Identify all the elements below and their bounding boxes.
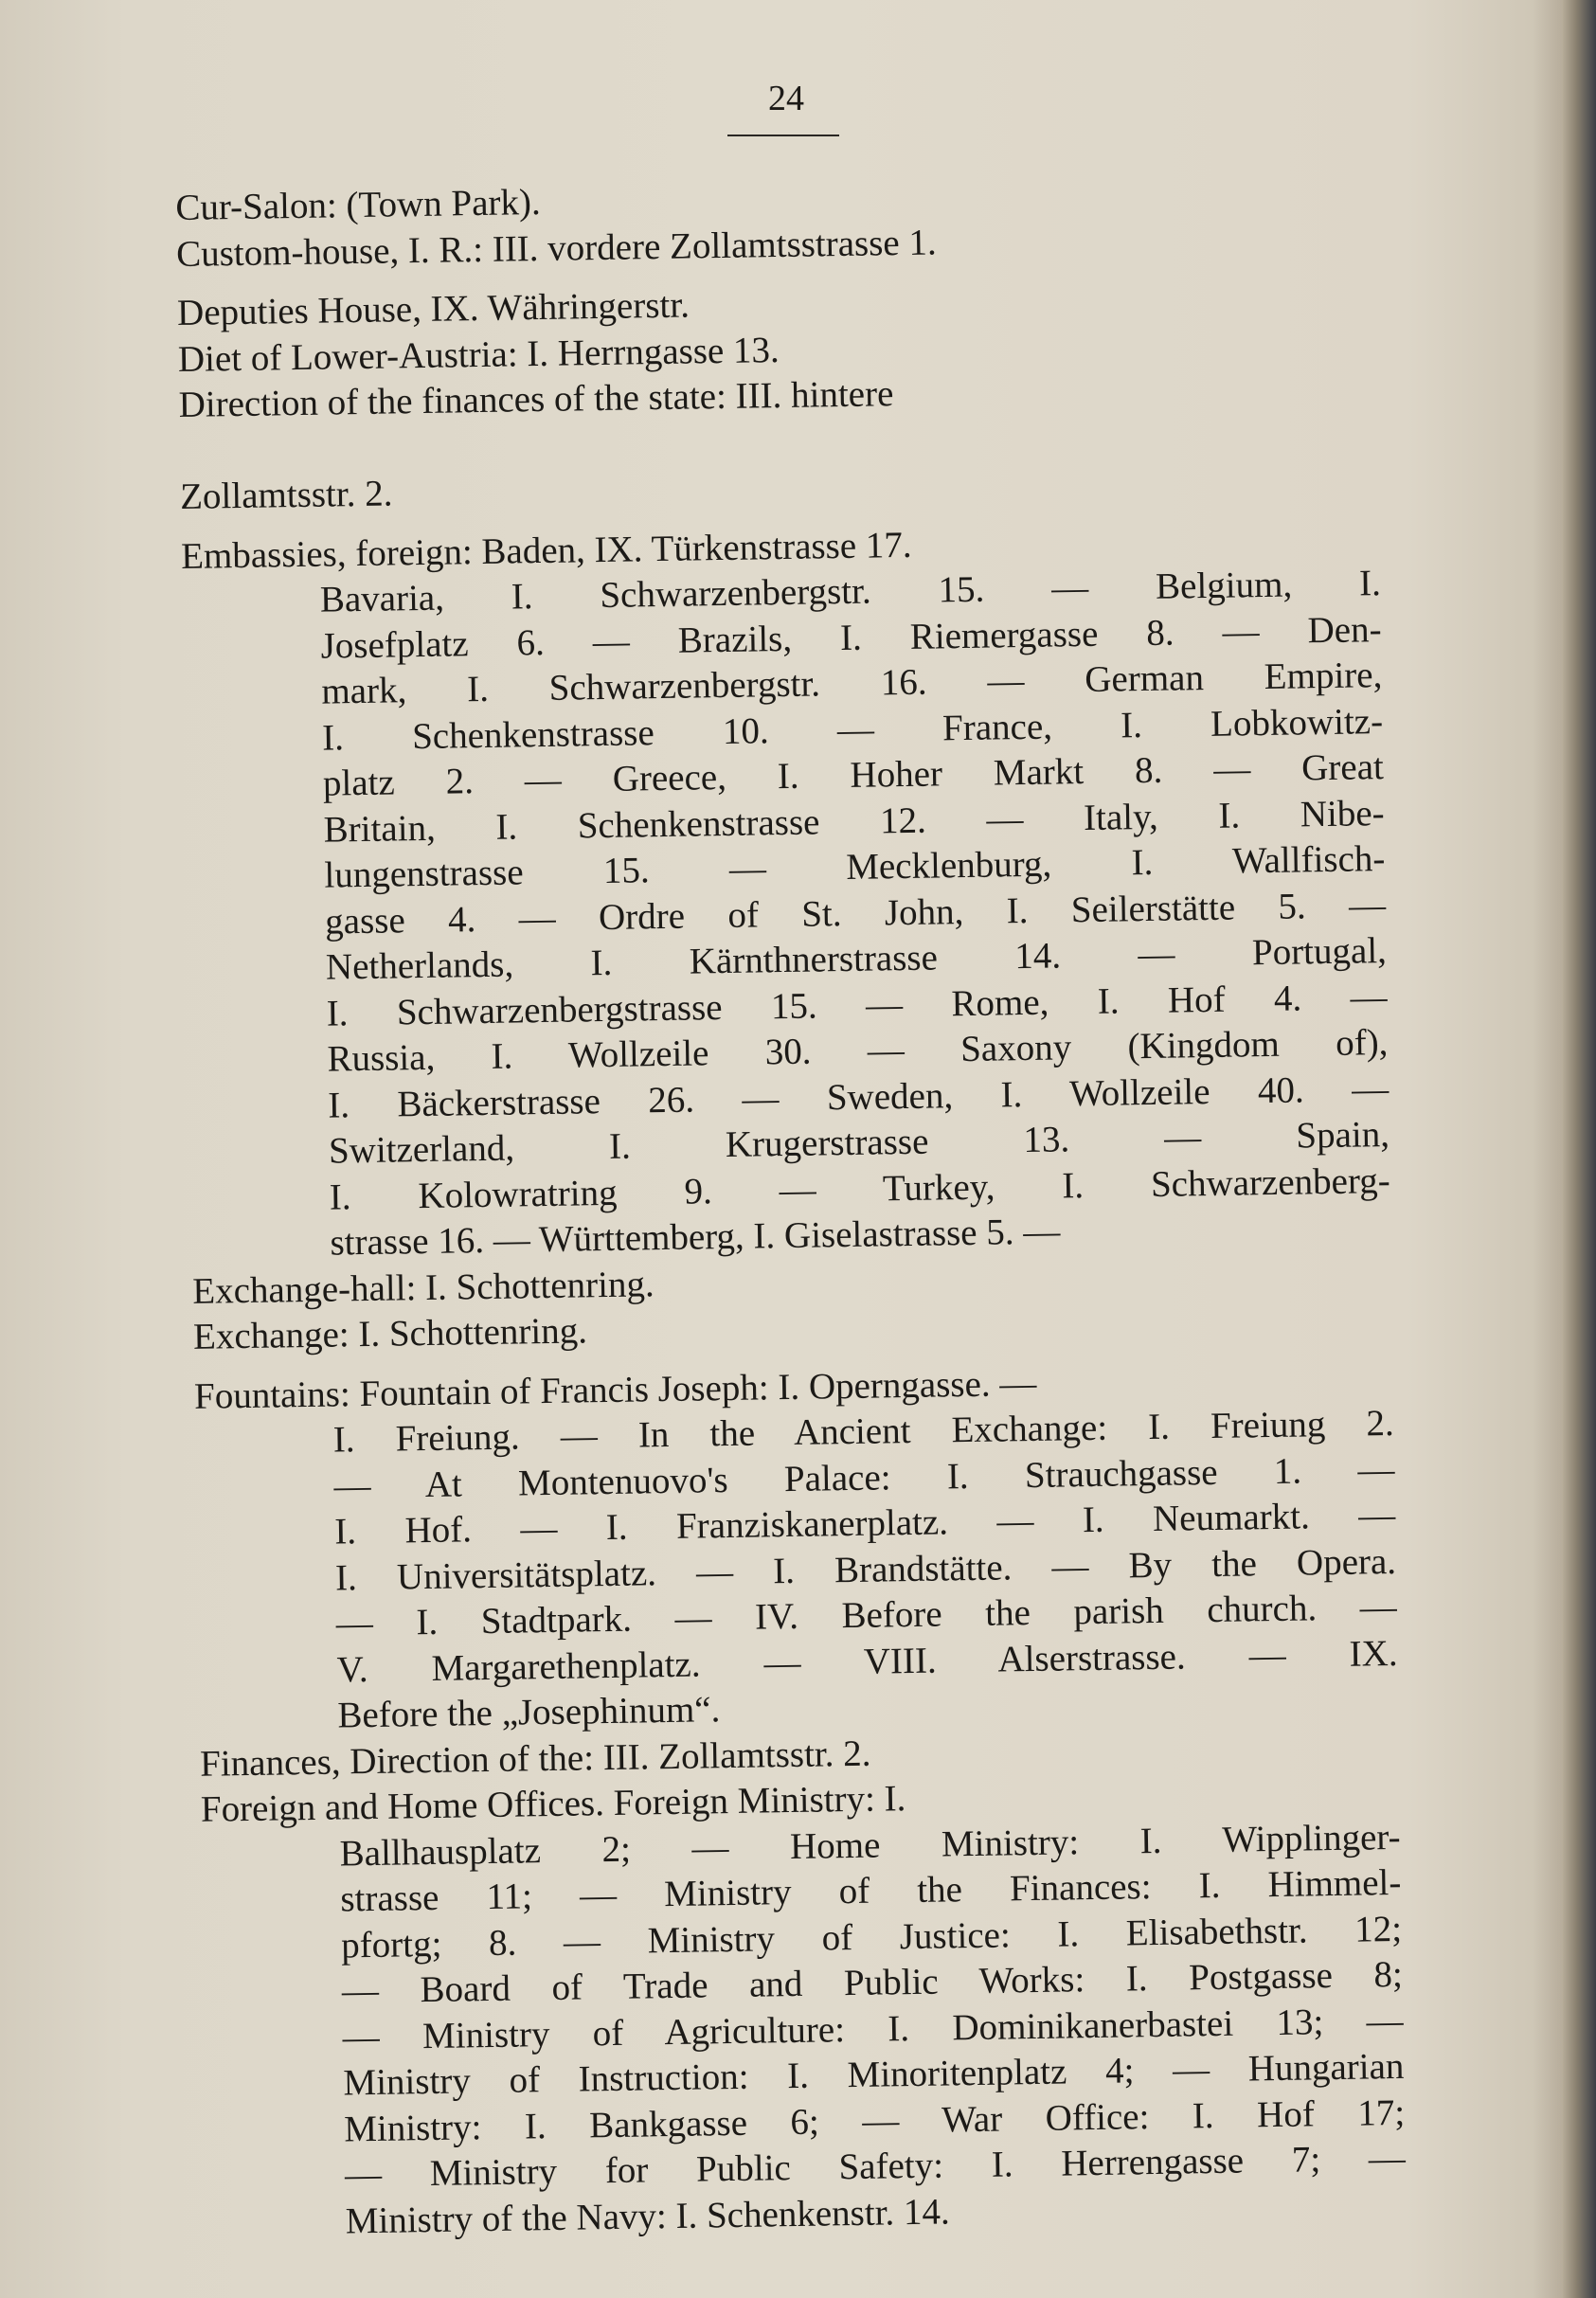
entry-line: Custom-house, I. R.: III. vordere Zollamtsstrasse 1.: [175, 221, 937, 275]
entry-line: I. Kolowratring 9. — Turkey, I. Schwarzenberg-: [329, 1159, 1390, 1218]
entry-line: pfortg; 8. — Ministry of Justice: I. Elisabethstr. 12;: [340, 1908, 1403, 1966]
page-fold-shadow: [1533, 0, 1563, 2298]
page-edge: [1563, 0, 1596, 2298]
entry-line: Exchange-hall: I. Schottenring.: [191, 1263, 655, 1312]
entry-line: I. Bäckerstrasse 26. — Sweden, I. Wollzeile 40. —: [327, 1068, 1390, 1126]
entry-direction-finances: [178, 364, 1411, 521]
entry-line: Ministry of the Navy: I. Schenkenstr. 14.: [345, 2190, 951, 2241]
entry-foreign-home-offices: [201, 1768, 1439, 2246]
entry-line: — At Montenuovo's Palace: I. Strauchgasse 1. —: [333, 1448, 1395, 1507]
entry-embassies: [181, 514, 1424, 1268]
entry-line: Britain, I. Schenkenstrasse 12. — Italy, I. Nibe-: [323, 792, 1385, 851]
entry-line: Ministry of Instruction: I. Minoritenplatz 4; — Hungarian: [343, 2045, 1405, 2104]
entry-line: Cur-Salon: (Town Park).: [175, 181, 542, 228]
entry-line: mark, I. Schwarzenbergstr. 16. — German Empire,: [321, 655, 1383, 712]
entry-line: — Board of Trade and Public Works: I. Postgasse 8;: [341, 1953, 1404, 2012]
entry-line: Foreign and Home Offices. Foreign Ministry: I.: [200, 1778, 906, 1830]
entry-line: — Ministry for Public Safety: I. Herrengasse 7; —: [344, 2137, 1407, 2196]
entry-line: Diet of Lower-Austria: I. Herrngasse 13.: [177, 329, 780, 380]
entry-line: Before the „Josephinum“.: [337, 1689, 721, 1736]
entry-line: I. Schenkenstrasse 10. — France, I. Lobkowitz-: [321, 700, 1384, 759]
entry-line: Ballhausplatz 2; — Home Ministry: I. Wipplinger-: [339, 1816, 1401, 1874]
entry-line: Exchange: I. Schottenring.: [192, 1310, 588, 1357]
entry-line: Ministry: I. Bankgasse 6; — War Office: I. Hof 17;: [343, 2092, 1406, 2149]
entry-line: I. Hof. — I. Franziskanerplatz. — I. Neumarkt. —: [334, 1494, 1396, 1553]
entry-line: Netherlands, I. Kärnthnerstrasse 14. — Portugal,: [325, 930, 1388, 988]
entry-line: Deputies House, IX. Währingerstr.: [176, 284, 690, 333]
entry-line: strasse 16. — Württemberg, I. Giselastrasse 5. —: [330, 1211, 1061, 1264]
entry-line: platz 2. — Greece, I. Hoher Markt 8. — Great: [322, 746, 1385, 804]
entry-fountains: [194, 1355, 1431, 1741]
entry-line: — I. Stadtpark. — IV. Before the parish church. —: [335, 1586, 1398, 1644]
entry-line: Direction of the finances of the state: III. hintere: [178, 373, 894, 425]
page-number: 24: [768, 79, 804, 118]
entry-line: I. Freiung. — In the Ancient Exchange: I. Freiung 2.: [332, 1402, 1395, 1461]
entry-line: lungenstrasse 15. — Mecklenburg, I. Wallfisch-: [324, 838, 1386, 896]
entry-line: I. Schwarzenbergstrasse 15. — Rome, I. Hof 4. —: [326, 976, 1388, 1034]
entry-line: Finances, Direction of the: III. Zollamtsstr. 2.: [199, 1732, 871, 1785]
entry-line: gasse 4. — Ordre of St. John, I. Seilerstätte 5. —: [324, 884, 1387, 943]
entry-line: Embassies, foreign: Baden, IX. Türkenstrasse 17.: [180, 524, 912, 577]
entry-line: Bavaria, I. Schwarzenbergstr. 15. — Belgium, I.: [319, 563, 1382, 620]
directory-text: [175, 167, 1439, 2247]
entry-line: Josefplatz 6. — Brazils, I. Riemergasse 8. — Den-: [320, 608, 1382, 667]
entry-line: strasse 11; — Ministry of the Finances: I. Himmel-: [340, 1861, 1402, 1920]
entry-line: — Ministry of Agriculture: I. Dominikanerbastei 13; —: [342, 2000, 1404, 2057]
entry-line: Russia, I. Wollzeile 30. — Saxony (Kingdom of),: [327, 1022, 1389, 1080]
page-number-rule: [727, 135, 839, 136]
entry-line: Zollamtsstr. 2.: [179, 473, 393, 517]
entry-line: Switzerland, I. Krugerstrasse 13. — Spain,: [328, 1113, 1390, 1172]
entry-line: V. Margarethenplatz. — VIII. Alserstrasse. — IX.: [336, 1632, 1398, 1691]
entry-line: I. Universitätsplatz. — I. Brandstätte. — By the Opera.: [334, 1540, 1397, 1599]
entry-line: Fountains: Fountain of Francis Joseph: I. Operngasse. —: [193, 1362, 1037, 1417]
